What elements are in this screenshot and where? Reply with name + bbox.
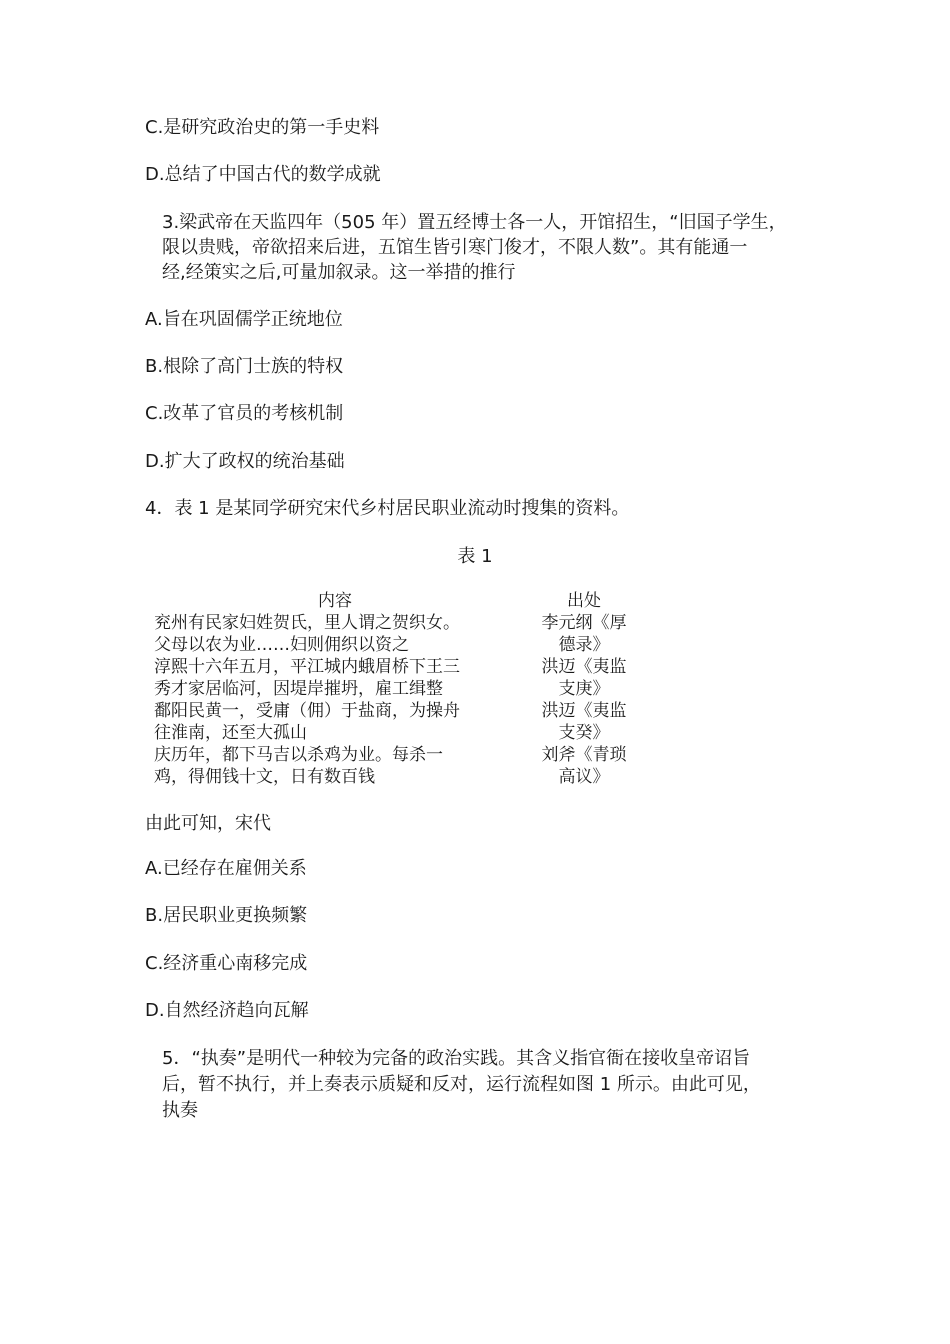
table-caption: 表 1 (457, 546, 493, 567)
q4-stem: 4．表 1 是某同学研究宋代乡村居民职业流动时搜集的资料。 (145, 498, 630, 519)
q4-option-a: A.已经存在雇佣关系 (145, 858, 307, 879)
q5-stem-line-3: 执奏 (162, 1100, 198, 1121)
table-row (146, 744, 644, 788)
row-content-line: 庆历年，都下马吉以杀鸡为业。每杀一 (154, 745, 443, 765)
table-header-row (146, 590, 644, 612)
row-source (524, 612, 644, 656)
row-source-line: 支癸》 (558, 723, 610, 743)
q2-option-c: C.是研究政治史的第一手史料 (145, 117, 380, 138)
q5-stem-line-2: 后，暂不执行，并上奏表示质疑和反对，运行流程如图 1 所示。由此可见， (162, 1074, 761, 1095)
q3-stem-line-2: 限以贵贱，帝欲招来后进，五馆生皆引寒门俊才，不限人数”。其有能通一 (162, 237, 748, 258)
q3-option-c: C.改革了官员的考核机制 (145, 403, 344, 424)
source-table (146, 590, 644, 788)
row-content-line: 父母以农为业……妇则佣织以资之 (154, 635, 409, 655)
row-source-line: 高议》 (558, 767, 610, 787)
row-content (146, 656, 524, 700)
row-content (146, 700, 524, 744)
table-row (146, 700, 644, 744)
row-source-line: 洪迈《夷监 (541, 657, 627, 677)
row-content (146, 744, 524, 788)
row-content-line: 往淮南，还至大孤山 (154, 723, 307, 743)
header-content: 内容 (318, 591, 352, 611)
q4-conclusion: 由此可知，宋代 (145, 813, 271, 834)
row-source-line: 支庚》 (558, 679, 610, 699)
q3-stem-line-3: 经,经策实之后,可量加叙录。这一举措的推行 (162, 262, 516, 283)
q4-option-b: B.居民职业更换频繁 (145, 905, 308, 926)
q5-stem-line-1: 5．“执奏”是明代一种较为完备的政治实践。其含义指官衙在接收皇帝诏旨 (162, 1048, 751, 1069)
q2-option-d: D.总结了中国古代的数学成就 (145, 164, 381, 185)
row-source (524, 744, 644, 788)
table-row (146, 656, 644, 700)
row-content (146, 612, 524, 656)
q4-option-d: D.自然经济趋向瓦解 (145, 1000, 309, 1021)
row-content-line: 鸡，得佣钱十文，日有数百钱 (154, 767, 375, 787)
row-source (524, 700, 644, 744)
row-source-line: 洪迈《夷监 (541, 701, 627, 721)
row-content-line: 秀才家居临河，因堤岸摧坍，雇工缉整 (154, 679, 443, 699)
q3-option-d: D.扩大了政权的统治基础 (145, 451, 345, 472)
row-source-line: 德录》 (558, 635, 610, 655)
q3-stem-line-1: 3.梁武帝在天监四年（505 年）置五经博士各一人，开馆招生，“旧国子学生， (162, 212, 787, 233)
row-content-line: 淳熙十六年五月，平江城内蛾眉桥下王三 (154, 657, 460, 677)
table-row (146, 612, 644, 656)
q4-option-c: C.经济重心南移完成 (145, 953, 308, 974)
row-source (524, 656, 644, 700)
header-source: 出处 (567, 591, 601, 611)
row-content-line: 鄱阳民黄一，受庸（佣）于盐商，为操舟 (154, 701, 460, 721)
q3-option-b: B.根除了高门士族的特权 (145, 356, 344, 377)
row-content-line: 兖州有民家妇姓贺氏，里人谓之贺织女。 (154, 613, 460, 633)
q3-option-a: A.旨在巩固儒学正统地位 (145, 309, 343, 330)
row-source-line: 刘斧《青琐 (541, 745, 627, 765)
row-source-line: 李元纲《厚 (541, 613, 627, 633)
